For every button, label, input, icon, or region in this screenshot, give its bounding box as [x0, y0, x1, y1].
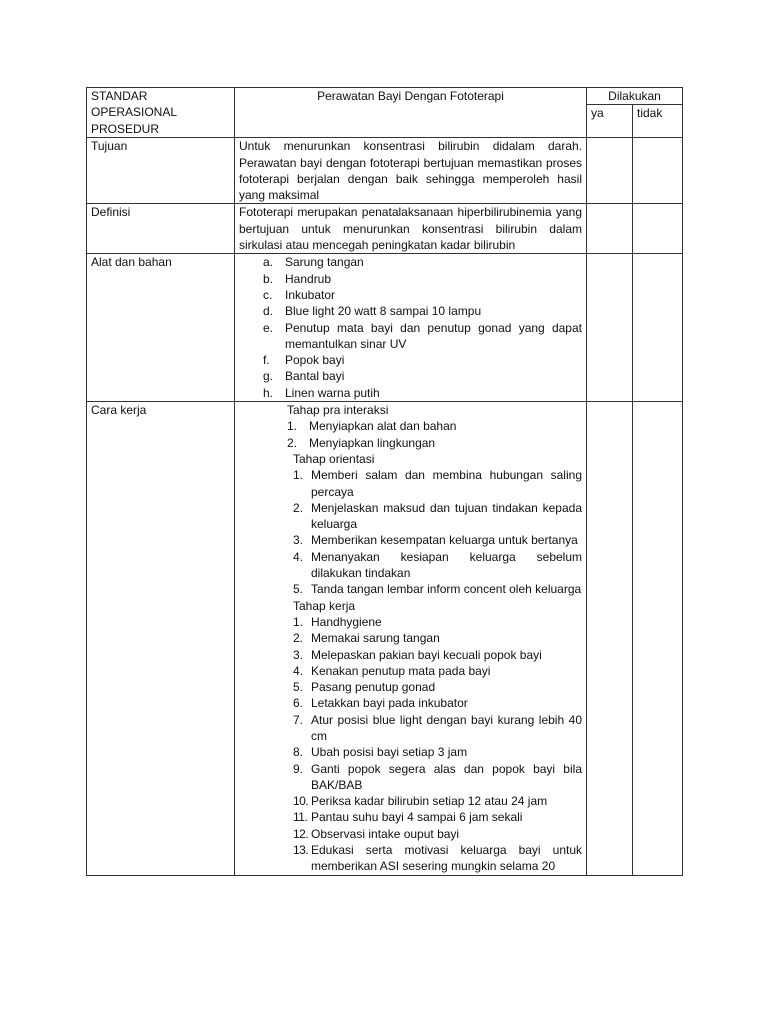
list-item: [239, 630, 582, 646]
list-marker: h.: [263, 385, 274, 400]
list-text: Atur posisi blue light dengan bayi kurang lebih 40 cm: [311, 712, 582, 743]
tujuan-text: Untuk menurunkan konsentrasi bilirubin didalam darah. Perawatan bayi dengan fototerapi bertujuan memastikan proses fototerapi berjalan dengan baik sehingga memperoleh hasil yang maksimal: [235, 138, 587, 204]
tujuan-label: Tujuan: [87, 138, 235, 204]
list-text: Kenakan penutup mata pada bayi: [311, 663, 491, 678]
list-text: Memberi salam dan membina hubungan saling percaya: [311, 468, 582, 499]
definisi-label: Definisi: [87, 204, 235, 254]
sop-label-line2: OPERASIONAL: [91, 105, 178, 120]
definisi-ya-cell[interactable]: [587, 204, 633, 254]
list-marker: 4.: [293, 663, 304, 678]
orientasi-list: [239, 467, 582, 597]
list-text: Letakkan bayi pada inkubator: [311, 696, 468, 711]
list-marker: 7.: [293, 712, 304, 727]
list-text: Ganti popok segera alas dan popok bayi bila BAK/BAB: [311, 761, 582, 792]
kerja-list: [239, 614, 582, 875]
list-text: Blue light 20 watt 8 sampai 10 lampu: [285, 304, 482, 319]
ya-header: ya: [587, 105, 633, 138]
tidak-header: tidak: [633, 105, 683, 138]
list-text: Melepaskan pakian bayi kecuali popok bayi: [311, 647, 542, 662]
sop-label-cell: [87, 88, 235, 138]
alat-list-cell: [235, 254, 587, 402]
list-marker: 1.: [293, 468, 304, 483]
sop-table: [86, 87, 683, 876]
alat-list: [239, 254, 582, 401]
list-item: [239, 287, 582, 303]
list-text: Menanyakan kesiapan keluarga sebelum dilakukan tindakan: [311, 549, 582, 581]
definisi-row: [87, 204, 683, 254]
cara-ya-cell[interactable]: [587, 402, 633, 876]
sop-label-line1: STANDAR: [91, 89, 148, 103]
list-item: [239, 793, 582, 809]
cara-tidak-cell[interactable]: [633, 402, 683, 876]
list-marker: f.: [263, 353, 270, 368]
list-text: Menyiapkan lingkungan: [309, 435, 436, 450]
list-text: Sarung tangan: [285, 255, 364, 270]
list-marker: 1.: [287, 419, 298, 434]
list-marker: 2.: [293, 631, 304, 646]
list-item: [239, 320, 582, 353]
list-text: Penutup mata bayi dan penutup gonad yang dapat memantulkan sinar UV: [285, 320, 582, 351]
list-item: [239, 352, 582, 368]
alat-label: Alat dan bahan: [87, 254, 235, 402]
list-item: [239, 647, 582, 663]
list-item: [239, 761, 582, 794]
dilakukan-header: Dilakukan: [587, 88, 683, 105]
list-item: [239, 695, 582, 711]
list-item: [239, 435, 582, 451]
list-marker: 11.: [293, 810, 308, 825]
list-text: Linen warna putih: [285, 385, 380, 400]
list-text: Edukasi serta motivasi keluarga bayi untuk memberikan ASI sesering mungkin selama 20: [311, 843, 582, 874]
list-marker: d.: [263, 304, 274, 319]
list-text: Handhygiene: [311, 614, 382, 629]
list-item: [239, 254, 582, 270]
list-marker: 8.: [293, 745, 304, 760]
tujuan-ya-cell[interactable]: [587, 138, 633, 204]
cara-list-cell: [235, 402, 587, 876]
list-marker: 12.: [293, 826, 309, 841]
list-item: [239, 744, 582, 760]
list-item: [239, 581, 582, 597]
list-text: Inkubator: [285, 287, 336, 302]
stage-title-kerja: Tahap kerja: [293, 598, 356, 613]
list-item: [239, 385, 582, 401]
list-text: Menjelaskan maksud dan tujuan tindakan kepada keluarga: [311, 500, 582, 532]
list-marker: e.: [263, 320, 274, 335]
stage-title-orientasi: Tahap orientasi: [293, 451, 375, 466]
list-item: [239, 500, 582, 533]
list-marker: 5.: [293, 582, 304, 597]
list-marker: a.: [263, 255, 274, 270]
alat-row: [87, 254, 683, 402]
list-marker: 10.: [293, 794, 309, 809]
procedure-title: Perawatan Bayi Dengan Fototerapi: [235, 88, 587, 138]
tujuan-tidak-cell[interactable]: [633, 138, 683, 204]
cara-label: Cara kerja: [87, 402, 235, 876]
list-item: [239, 532, 582, 548]
list-item: [239, 303, 582, 319]
list-item: [239, 418, 582, 434]
list-text: Bantal bayi: [285, 369, 345, 384]
list-marker: 2.: [287, 435, 298, 450]
list-text: Ubah posisi bayi setiap 3 jam: [311, 745, 468, 760]
list-marker: 3.: [293, 533, 304, 548]
list-item: [239, 549, 582, 582]
list-marker: g.: [263, 369, 274, 384]
list-item: [239, 826, 582, 842]
stage-title-pra: Tahap pra interaksi: [287, 403, 389, 418]
pra-list: [239, 418, 582, 451]
list-item: [239, 663, 582, 679]
list-marker: 5.: [293, 680, 304, 695]
list-text: Periksa kadar bilirubin setiap 12 atau 24 jam: [311, 794, 548, 809]
list-text: Popok bayi: [285, 353, 345, 368]
list-marker: c.: [263, 287, 273, 302]
list-item: [239, 614, 582, 630]
list-text: Pantau suhu bayi 4 sampai 6 jam sekali: [311, 810, 523, 825]
list-marker: 9.: [293, 761, 304, 776]
list-item: [239, 809, 582, 825]
list-marker: b.: [263, 271, 274, 286]
list-marker: 6.: [293, 696, 304, 711]
list-marker: 3.: [293, 647, 304, 662]
list-text: Tanda tangan lembar inform concent oleh keluarga: [311, 582, 582, 597]
list-item: [239, 368, 582, 384]
list-marker: 1.: [293, 614, 304, 629]
list-marker: 2.: [293, 500, 304, 515]
list-marker: 13.: [293, 843, 309, 858]
list-item: [239, 679, 582, 695]
sop-label-line3: PROSEDUR: [91, 121, 160, 136]
definisi-text: Fototerapi merupakan penatalaksanaan hiperbilirubinemia yang bertujuan untuk menurunkan konsentrasi bilirubin dalam sirkulasi atau mencegah peningkatan kadar bilirubin: [235, 204, 587, 254]
list-item: [239, 712, 582, 745]
list-text: Memakai sarung tangan: [311, 631, 440, 646]
list-item: [239, 271, 582, 287]
list-text: Memberikan kesempatan keluarga untuk bertanya: [311, 533, 578, 548]
list-item: [239, 842, 582, 875]
tujuan-row: [87, 138, 683, 204]
list-item: [239, 467, 582, 500]
list-text: Pasang penutup gonad: [311, 680, 436, 695]
list-text: Handrub: [285, 271, 332, 286]
list-marker: 4.: [293, 549, 304, 564]
definisi-tidak-cell[interactable]: [633, 204, 683, 254]
list-text: Menyiapkan alat dan bahan: [309, 419, 457, 434]
alat-tidak-cell[interactable]: [633, 254, 683, 402]
cara-row: [87, 402, 683, 876]
header-row-1: [87, 88, 683, 105]
list-text: Observasi intake ouput bayi: [311, 826, 460, 841]
alat-ya-cell[interactable]: [587, 254, 633, 402]
